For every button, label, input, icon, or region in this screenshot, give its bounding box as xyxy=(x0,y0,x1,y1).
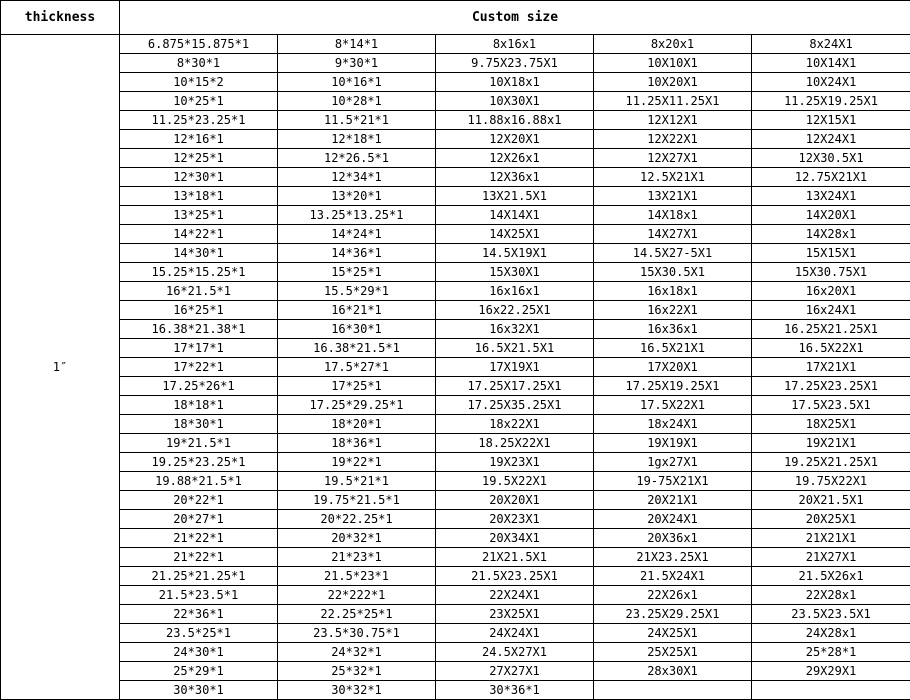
size-cell: 12*26.5*1 xyxy=(278,149,436,168)
table-row xyxy=(1,358,910,377)
size-cell: 11.88x16.88x1 xyxy=(436,111,594,130)
size-cell: 16x36x1 xyxy=(594,320,752,339)
size-cell: 10X18x1 xyxy=(436,73,594,92)
size-cell: 16*21.5*1 xyxy=(120,282,278,301)
size-cell xyxy=(594,681,752,700)
size-cell: 14X14X1 xyxy=(436,206,594,225)
size-cell: 23.5*30.75*1 xyxy=(278,624,436,643)
size-cell: 13X21X1 xyxy=(594,187,752,206)
size-cell: 19.25*23.25*1 xyxy=(120,453,278,472)
table-row xyxy=(1,662,910,681)
size-cell: 19.25X21.25X1 xyxy=(752,453,910,472)
size-cell: 16.25X21.25X1 xyxy=(752,320,910,339)
size-cell: 12*34*1 xyxy=(278,168,436,187)
size-cell: 20*27*1 xyxy=(120,510,278,529)
size-cell: 19.75*21.5*1 xyxy=(278,491,436,510)
size-cell: 25*28*1 xyxy=(752,643,910,662)
size-cell: 14X25X1 xyxy=(436,225,594,244)
size-cell: 30*30*1 xyxy=(120,681,278,700)
size-cell: 11.25X19.25X1 xyxy=(752,92,910,111)
size-cell: 14*36*1 xyxy=(278,244,436,263)
size-cell: 10X14X1 xyxy=(752,54,910,73)
size-cell: 10*25*1 xyxy=(120,92,278,111)
size-cell: 21X23.25X1 xyxy=(594,548,752,567)
table-row xyxy=(1,453,910,472)
size-cell: 19.5X22X1 xyxy=(436,472,594,491)
size-cell: 14.5X27-5X1 xyxy=(594,244,752,263)
size-cell: 16.5X21X1 xyxy=(594,339,752,358)
size-cell: 10X24X1 xyxy=(752,73,910,92)
size-cell: 14*22*1 xyxy=(120,225,278,244)
thickness-value: 1″ xyxy=(1,35,120,700)
table-row xyxy=(1,73,910,92)
size-cell: 16.38*21.5*1 xyxy=(278,339,436,358)
size-cell: 16x24X1 xyxy=(752,301,910,320)
size-cell: 21*22*1 xyxy=(120,529,278,548)
size-cell: 30*32*1 xyxy=(278,681,436,700)
size-cell: 21.5X26x1 xyxy=(752,567,910,586)
size-cell: 21*22*1 xyxy=(120,548,278,567)
table-row xyxy=(1,396,910,415)
table-row xyxy=(1,377,910,396)
table-row xyxy=(1,643,910,662)
table-row xyxy=(1,168,910,187)
table-row xyxy=(1,130,910,149)
table-row xyxy=(1,529,910,548)
size-cell: 18X25X1 xyxy=(752,415,910,434)
size-cell: 25X25X1 xyxy=(594,643,752,662)
size-cell: 18*36*1 xyxy=(278,434,436,453)
size-cell: 15*25*1 xyxy=(278,263,436,282)
size-cell: 15.5*29*1 xyxy=(278,282,436,301)
size-cell: 8x24X1 xyxy=(752,35,910,54)
size-cell: 19X19X1 xyxy=(594,434,752,453)
size-cell: 29X29X1 xyxy=(752,662,910,681)
size-cell: 21.5*23.5*1 xyxy=(120,586,278,605)
size-cell: 23.25X29.25X1 xyxy=(594,605,752,624)
size-cell: 13X24X1 xyxy=(752,187,910,206)
size-cell: 16.5X22X1 xyxy=(752,339,910,358)
size-cell: 20X36x1 xyxy=(594,529,752,548)
size-cell xyxy=(752,681,910,700)
size-cell: 18*30*1 xyxy=(120,415,278,434)
size-cell: 17*17*1 xyxy=(120,339,278,358)
size-cell: 22*36*1 xyxy=(120,605,278,624)
size-cell: 20*32*1 xyxy=(278,529,436,548)
size-cell: 17.25X35.25X1 xyxy=(436,396,594,415)
table-row xyxy=(1,282,910,301)
header-row xyxy=(1,1,910,35)
size-cell: 25*29*1 xyxy=(120,662,278,681)
size-cell: 10X10X1 xyxy=(594,54,752,73)
table-row xyxy=(1,187,910,206)
size-cell: 21.5X24X1 xyxy=(594,567,752,586)
size-cell: 10X30X1 xyxy=(436,92,594,111)
size-cell: 8*30*1 xyxy=(120,54,278,73)
size-cell: 21*23*1 xyxy=(278,548,436,567)
size-cell: 19-75X21X1 xyxy=(594,472,752,491)
size-cell: 11.5*21*1 xyxy=(278,111,436,130)
size-cell: 14X27X1 xyxy=(594,225,752,244)
size-cell: 11.25*23.25*1 xyxy=(120,111,278,130)
size-cell: 21.5X23.25X1 xyxy=(436,567,594,586)
size-cell: 20*22*1 xyxy=(120,491,278,510)
table-row xyxy=(1,206,910,225)
size-cell: 21.5*23*1 xyxy=(278,567,436,586)
size-cell: 12X36x1 xyxy=(436,168,594,187)
table-row xyxy=(1,263,910,282)
size-cell: 12.75X21X1 xyxy=(752,168,910,187)
size-cell: 21X21X1 xyxy=(752,529,910,548)
table-row xyxy=(1,681,910,700)
size-cell: 15X15X1 xyxy=(752,244,910,263)
size-cell: 16x32X1 xyxy=(436,320,594,339)
table-row xyxy=(1,510,910,529)
table-row xyxy=(1,54,910,73)
table-row xyxy=(1,149,910,168)
table-row xyxy=(1,415,910,434)
table-row xyxy=(1,548,910,567)
size-cell: 28x30X1 xyxy=(594,662,752,681)
size-cell: 20X24X1 xyxy=(594,510,752,529)
size-cell: 20X23X1 xyxy=(436,510,594,529)
size-cell: 12X15X1 xyxy=(752,111,910,130)
size-cell: 24X24X1 xyxy=(436,624,594,643)
table-row xyxy=(1,586,910,605)
table-row xyxy=(1,567,910,586)
size-cell: 12X30.5X1 xyxy=(752,149,910,168)
size-cell: 17X21X1 xyxy=(752,358,910,377)
size-cell: 9*30*1 xyxy=(278,54,436,73)
size-cell: 19.88*21.5*1 xyxy=(120,472,278,491)
size-cell: 14.5X19X1 xyxy=(436,244,594,263)
size-cell: 17.25X23.25X1 xyxy=(752,377,910,396)
custom-size-header: Custom size xyxy=(120,1,910,35)
size-cell: 20*22.25*1 xyxy=(278,510,436,529)
size-cell: 12X26x1 xyxy=(436,149,594,168)
table-body xyxy=(1,35,910,700)
size-cell: 12*30*1 xyxy=(120,168,278,187)
size-cell: 22.25*25*1 xyxy=(278,605,436,624)
size-cell: 15X30.75X1 xyxy=(752,263,910,282)
size-cell: 12.5X21X1 xyxy=(594,168,752,187)
size-cell: 24X25X1 xyxy=(594,624,752,643)
size-cell: 16*30*1 xyxy=(278,320,436,339)
table-row xyxy=(1,339,910,358)
table-row xyxy=(1,320,910,339)
thickness-header: thickness xyxy=(1,1,120,35)
size-cell: 18x24X1 xyxy=(594,415,752,434)
size-cell: 13*20*1 xyxy=(278,187,436,206)
size-cell: 19*21.5*1 xyxy=(120,434,278,453)
size-cell: 23.5*25*1 xyxy=(120,624,278,643)
size-cell: 16x22X1 xyxy=(594,301,752,320)
size-cell: 17.25X17.25X1 xyxy=(436,377,594,396)
size-cell: 17.25X19.25X1 xyxy=(594,377,752,396)
size-cell: 17.5X23.5X1 xyxy=(752,396,910,415)
table-row xyxy=(1,244,910,263)
size-cell: 19.75X22X1 xyxy=(752,472,910,491)
size-cell: 12*16*1 xyxy=(120,130,278,149)
size-cell: 13*25*1 xyxy=(120,206,278,225)
size-cell: 20X25X1 xyxy=(752,510,910,529)
size-cell: 12*18*1 xyxy=(278,130,436,149)
size-cell: 11.25X11.25X1 xyxy=(594,92,752,111)
size-cell: 21X27X1 xyxy=(752,548,910,567)
size-cell: 24*32*1 xyxy=(278,643,436,662)
size-cell: 13*18*1 xyxy=(120,187,278,206)
size-cell: 16.5X21.5X1 xyxy=(436,339,594,358)
size-cell: 18*18*1 xyxy=(120,396,278,415)
size-cell: 17*25*1 xyxy=(278,377,436,396)
size-cell: 12*25*1 xyxy=(120,149,278,168)
size-cell: 17.25*26*1 xyxy=(120,377,278,396)
size-cell: 22X26x1 xyxy=(594,586,752,605)
size-cell: 24X28x1 xyxy=(752,624,910,643)
size-cell: 19X23X1 xyxy=(436,453,594,472)
size-cell: 20X34X1 xyxy=(436,529,594,548)
table-row xyxy=(1,92,910,111)
size-cell: 16*25*1 xyxy=(120,301,278,320)
table-row xyxy=(1,35,910,54)
size-cell: 12X12X1 xyxy=(594,111,752,130)
size-cell: 20X21.5X1 xyxy=(752,491,910,510)
size-cell: 19.5*21*1 xyxy=(278,472,436,491)
table-row xyxy=(1,111,910,130)
size-cell: 24*30*1 xyxy=(120,643,278,662)
size-cell: 15.25*15.25*1 xyxy=(120,263,278,282)
size-cell: 12X24X1 xyxy=(752,130,910,149)
size-cell: 16x22.25X1 xyxy=(436,301,594,320)
size-cell: 23.5X23.5X1 xyxy=(752,605,910,624)
table-row xyxy=(1,491,910,510)
size-cell: 8x20x1 xyxy=(594,35,752,54)
size-cell: 14X18x1 xyxy=(594,206,752,225)
size-cell: 30*36*1 xyxy=(436,681,594,700)
size-cell: 6.875*15.875*1 xyxy=(120,35,278,54)
size-cell: 12X27X1 xyxy=(594,149,752,168)
size-cell: 17.5X22X1 xyxy=(594,396,752,415)
size-cell: 18x22X1 xyxy=(436,415,594,434)
size-cell: 10X20X1 xyxy=(594,73,752,92)
size-cell: 24.5X27X1 xyxy=(436,643,594,662)
table-row xyxy=(1,225,910,244)
size-cell: 15X30X1 xyxy=(436,263,594,282)
size-cell: 13.25*13.25*1 xyxy=(278,206,436,225)
size-cell: 17*22*1 xyxy=(120,358,278,377)
size-cell: 16.38*21.38*1 xyxy=(120,320,278,339)
size-cell: 17.25*29.25*1 xyxy=(278,396,436,415)
size-cell: 9.75X23.75X1 xyxy=(436,54,594,73)
size-cell: 16x16x1 xyxy=(436,282,594,301)
size-cell: 22*222*1 xyxy=(278,586,436,605)
size-cell: 18.25X22X1 xyxy=(436,434,594,453)
size-cell: 13X21.5X1 xyxy=(436,187,594,206)
size-cell: 14*30*1 xyxy=(120,244,278,263)
size-cell: 19X21X1 xyxy=(752,434,910,453)
size-cell: 10*15*2 xyxy=(120,73,278,92)
size-cell: 8*14*1 xyxy=(278,35,436,54)
size-cell: 18*20*1 xyxy=(278,415,436,434)
size-cell: 8x16x1 xyxy=(436,35,594,54)
size-cell: 21X21.5X1 xyxy=(436,548,594,567)
table-row xyxy=(1,605,910,624)
size-cell: 17X19X1 xyxy=(436,358,594,377)
size-cell: 12X20X1 xyxy=(436,130,594,149)
size-cell: 16*21*1 xyxy=(278,301,436,320)
size-cell: 16x20X1 xyxy=(752,282,910,301)
size-cell: 17.5*27*1 xyxy=(278,358,436,377)
size-cell: 12X22X1 xyxy=(594,130,752,149)
size-cell: 17X20X1 xyxy=(594,358,752,377)
size-cell: 27X27X1 xyxy=(436,662,594,681)
table-row xyxy=(1,624,910,643)
size-cell: 22X28x1 xyxy=(752,586,910,605)
size-cell: 25*32*1 xyxy=(278,662,436,681)
size-cell: 14X28x1 xyxy=(752,225,910,244)
size-cell: 10*28*1 xyxy=(278,92,436,111)
size-cell: 20X21X1 xyxy=(594,491,752,510)
size-cell: 16x18x1 xyxy=(594,282,752,301)
size-cell: 23X25X1 xyxy=(436,605,594,624)
size-cell: 22X24X1 xyxy=(436,586,594,605)
size-cell: 21.25*21.25*1 xyxy=(120,567,278,586)
table-row xyxy=(1,301,910,320)
size-cell: 19*22*1 xyxy=(278,453,436,472)
size-cell: 1gx27X1 xyxy=(594,453,752,472)
size-cell: 20X20X1 xyxy=(436,491,594,510)
size-cell: 15X30.5X1 xyxy=(594,263,752,282)
table-row xyxy=(1,472,910,491)
size-cell: 14*24*1 xyxy=(278,225,436,244)
size-cell: 10*16*1 xyxy=(278,73,436,92)
size-cell: 14X20X1 xyxy=(752,206,910,225)
table-row xyxy=(1,434,910,453)
